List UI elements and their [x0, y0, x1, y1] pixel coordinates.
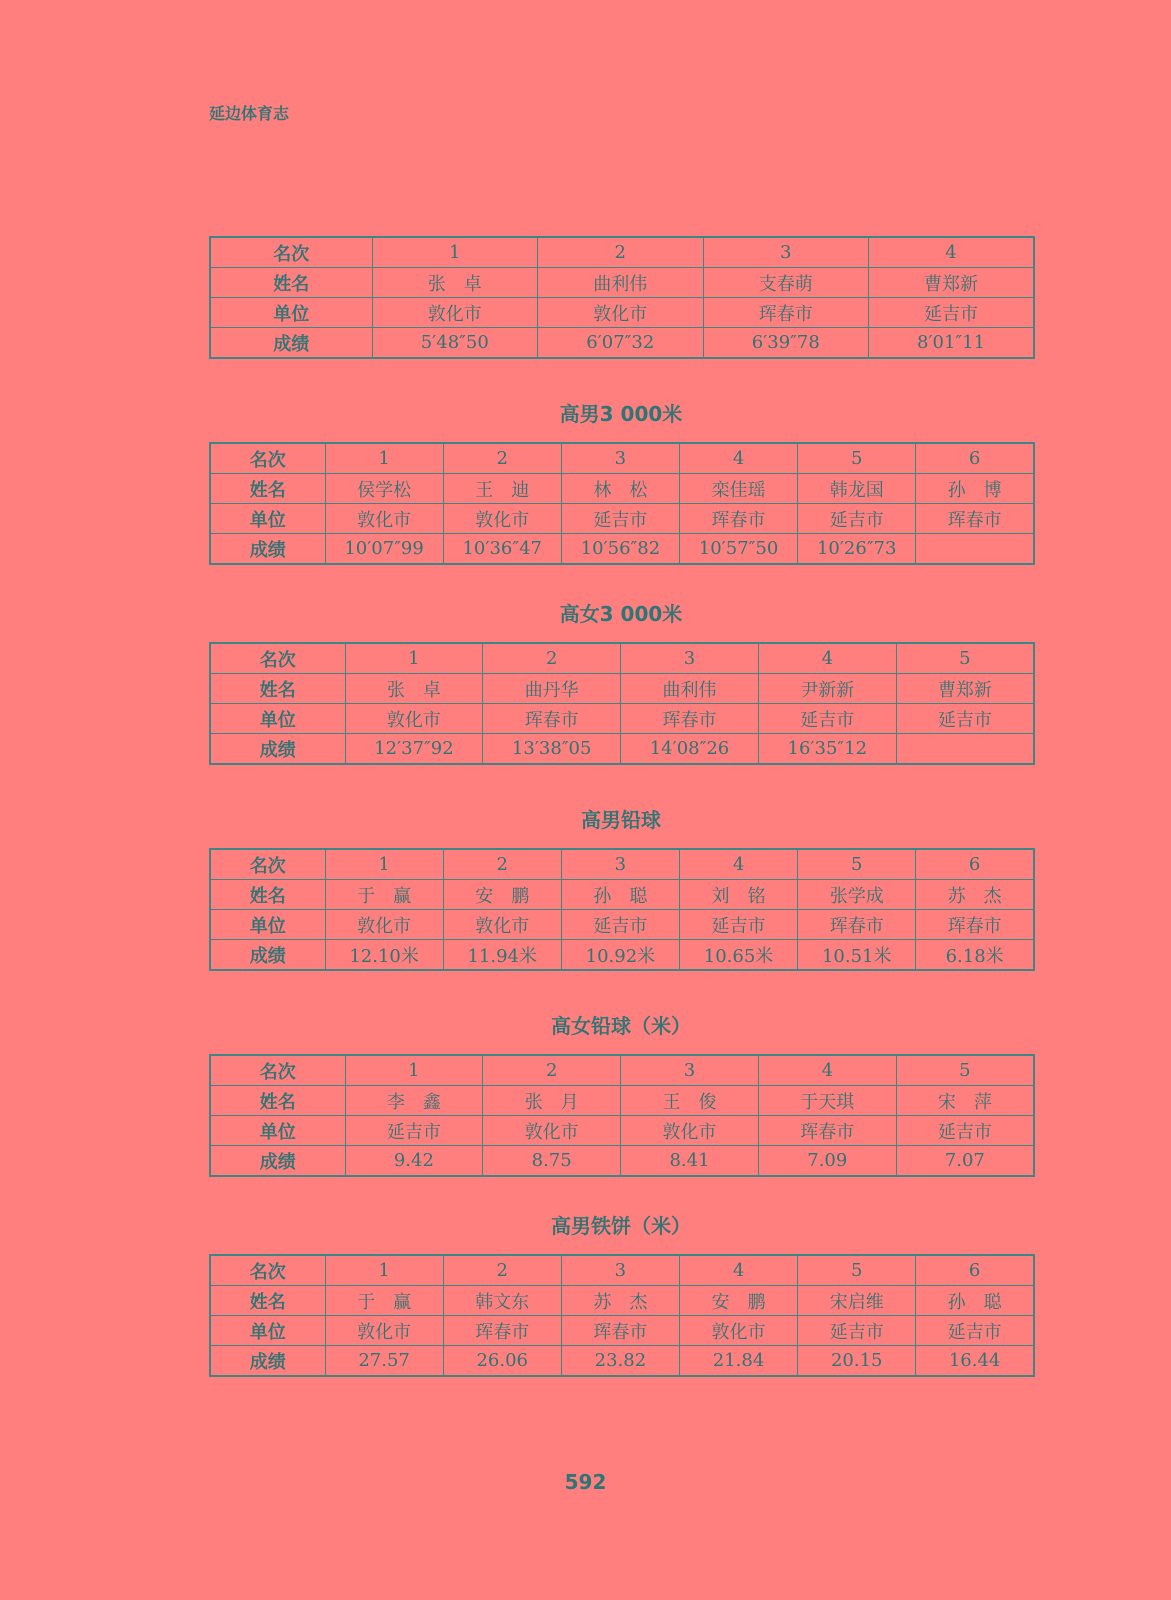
section-title: 高女铅球（米） [551, 1014, 691, 1038]
table-cell: 延吉市 [679, 910, 797, 940]
page-number: 592 [564, 1470, 607, 1494]
table-cell: 宋 萍 [896, 1086, 1034, 1116]
table-cell: 2 [538, 237, 704, 268]
row-header-cell: 单位 [210, 704, 345, 734]
unit-row [210, 704, 1034, 734]
table-cell: 延吉市 [758, 704, 896, 734]
results-table [209, 642, 1035, 765]
results-section [209, 402, 1033, 565]
table-cell: 3 [703, 237, 869, 268]
table-cell: 20.15 [798, 1346, 916, 1377]
name-row [210, 268, 1034, 298]
table-cell: 10.51米 [798, 940, 916, 971]
name-row [210, 674, 1034, 704]
table-cell: 延吉市 [869, 298, 1035, 328]
row-header-cell: 姓名 [210, 1086, 345, 1116]
table-cell: 10′07″99 [325, 534, 443, 565]
table-cell: 12′37″92 [345, 734, 483, 765]
table-cell: 12.10米 [325, 940, 443, 971]
table-cell [896, 734, 1034, 765]
table-cell: 曹郑新 [896, 674, 1034, 704]
result-row [210, 1146, 1034, 1177]
row-header-cell: 名次 [210, 443, 325, 474]
table-cell: 尹新新 [758, 674, 896, 704]
table-cell: 敦化市 [325, 504, 443, 534]
results-section [209, 236, 1033, 359]
name-row [210, 474, 1034, 504]
table-cell: 延吉市 [798, 1316, 916, 1346]
table-cell: 珲春市 [916, 910, 1034, 940]
table-cell: 栾佳瑶 [679, 474, 797, 504]
table-cell: 7.07 [896, 1146, 1034, 1177]
table-cell: 8.41 [621, 1146, 759, 1177]
results-table [209, 236, 1035, 359]
table-cell: 曲利伟 [538, 268, 704, 298]
name-row [210, 1086, 1034, 1116]
table-cell: 5 [798, 1255, 916, 1286]
table-cell: 10′26″73 [798, 534, 916, 565]
table-cell: 5′48″50 [372, 328, 538, 359]
table-cell: 孙 博 [916, 474, 1034, 504]
table-cell: 珲春市 [561, 1316, 679, 1346]
table-cell: 27.57 [325, 1346, 443, 1377]
section-title: 高女3 000米 [559, 602, 683, 626]
row-header-cell: 成绩 [210, 1346, 325, 1377]
table-cell: 于 赢 [325, 880, 443, 910]
table-cell: 珲春市 [621, 704, 759, 734]
table-cell: 延吉市 [561, 504, 679, 534]
table-cell: 26.06 [443, 1346, 561, 1377]
row-header-cell: 名次 [210, 237, 372, 268]
table-cell: 敦化市 [325, 1316, 443, 1346]
table-cell: 2 [443, 1255, 561, 1286]
table-cell: 张 卓 [372, 268, 538, 298]
table-cell: 6 [916, 849, 1034, 880]
table-cell: 于天琪 [758, 1086, 896, 1116]
row-header-cell: 成绩 [210, 328, 372, 359]
table-cell: 4 [679, 849, 797, 880]
table-cell: 敦化市 [538, 298, 704, 328]
table-cell: 3 [561, 849, 679, 880]
table-cell: 3 [621, 643, 759, 674]
table-cell: 9.42 [345, 1146, 483, 1177]
table-cell: 敦化市 [443, 504, 561, 534]
row-header-cell: 姓名 [210, 268, 372, 298]
section-title: 高男铅球 [581, 808, 661, 832]
table-cell: 张 卓 [345, 674, 483, 704]
table-cell: 6′39″78 [703, 328, 869, 359]
table-cell: 宋启维 [798, 1286, 916, 1316]
table-cell: 张 月 [483, 1086, 621, 1116]
table-cell: 曲丹华 [483, 674, 621, 704]
table-cell: 6′07″32 [538, 328, 704, 359]
table-cell: 4 [758, 1055, 896, 1086]
table-cell: 2 [443, 849, 561, 880]
table-cell: 5 [896, 1055, 1034, 1086]
table-cell: 曲利伟 [621, 674, 759, 704]
table-cell: 5 [896, 643, 1034, 674]
section-title: 高男3 000米 [559, 402, 683, 426]
row-header-cell: 成绩 [210, 534, 325, 565]
table-cell: 珲春市 [916, 504, 1034, 534]
table-cell: 8.75 [483, 1146, 621, 1177]
result-row [210, 1346, 1034, 1377]
table-cell: 安 鹏 [443, 880, 561, 910]
row-header-cell: 单位 [210, 504, 325, 534]
table-cell: 1 [372, 237, 538, 268]
results-table [209, 1054, 1035, 1177]
table-cell: 侯学松 [325, 474, 443, 504]
table-cell: 珲春市 [798, 910, 916, 940]
running-head: 延边体育志 [209, 104, 290, 123]
results-table [209, 1254, 1035, 1377]
row-header-cell: 姓名 [210, 880, 325, 910]
table-cell: 1 [345, 1055, 483, 1086]
table-cell: 6 [916, 443, 1034, 474]
row-header-cell: 名次 [210, 643, 345, 674]
result-row [210, 328, 1034, 359]
row-header-cell: 姓名 [210, 674, 345, 704]
unit-row [210, 1116, 1034, 1146]
rank-row [210, 1055, 1034, 1086]
table-cell: 5 [798, 849, 916, 880]
row-header-cell: 姓名 [210, 474, 325, 504]
table-cell: 张学成 [798, 880, 916, 910]
table-cell: 珲春市 [443, 1316, 561, 1346]
table-cell: 敦化市 [345, 704, 483, 734]
results-section [209, 602, 1033, 765]
table-cell: 10′36″47 [443, 534, 561, 565]
table-cell: 2 [443, 443, 561, 474]
row-header-cell: 名次 [210, 1255, 325, 1286]
row-header-cell: 单位 [210, 298, 372, 328]
table-cell: 6 [916, 1255, 1034, 1286]
table-cell: 延吉市 [916, 1316, 1034, 1346]
table-cell: 刘 铭 [679, 880, 797, 910]
results-section [209, 1014, 1033, 1177]
table-cell: 珲春市 [758, 1116, 896, 1146]
rank-row [210, 849, 1034, 880]
table-cell: 苏 杰 [561, 1286, 679, 1316]
table-cell: 敦化市 [621, 1116, 759, 1146]
rank-row [210, 443, 1034, 474]
table-cell: 1 [325, 849, 443, 880]
table-cell: 3 [561, 1255, 679, 1286]
row-header-cell: 姓名 [210, 1286, 325, 1316]
table-cell: 曹郑新 [869, 268, 1035, 298]
table-cell: 16.44 [916, 1346, 1034, 1377]
table-cell: 韩龙国 [798, 474, 916, 504]
table-cell: 支春萌 [703, 268, 869, 298]
table-cell: 敦化市 [679, 1316, 797, 1346]
table-cell: 13′38″05 [483, 734, 621, 765]
table-cell: 安 鹏 [679, 1286, 797, 1316]
rank-row [210, 237, 1034, 268]
result-row [210, 940, 1034, 971]
results-section [209, 808, 1033, 971]
row-header-cell: 成绩 [210, 940, 325, 971]
table-cell: 1 [325, 1255, 443, 1286]
table-cell: 延吉市 [561, 910, 679, 940]
row-header-cell: 名次 [210, 849, 325, 880]
row-header-cell: 单位 [210, 910, 325, 940]
rank-row [210, 643, 1034, 674]
table-cell: 10′56″82 [561, 534, 679, 565]
row-header-cell: 成绩 [210, 734, 345, 765]
table-cell: 延吉市 [798, 504, 916, 534]
table-cell: 4 [679, 1255, 797, 1286]
table-cell: 王 迪 [443, 474, 561, 504]
row-header-cell: 单位 [210, 1316, 325, 1346]
table-cell: 4 [679, 443, 797, 474]
table-cell: 4 [758, 643, 896, 674]
table-cell: 8′01″11 [869, 328, 1035, 359]
table-cell: 10.92米 [561, 940, 679, 971]
table-cell: 孙 聪 [561, 880, 679, 910]
unit-row [210, 504, 1034, 534]
table-cell: 敦化市 [325, 910, 443, 940]
table-cell: 延吉市 [896, 704, 1034, 734]
table-cell: 16′35″12 [758, 734, 896, 765]
table-cell: 李 鑫 [345, 1086, 483, 1116]
table-cell: 珲春市 [679, 504, 797, 534]
result-row [210, 534, 1034, 565]
table-cell: 敦化市 [483, 1116, 621, 1146]
name-row [210, 880, 1034, 910]
result-row [210, 734, 1034, 765]
row-header-cell: 名次 [210, 1055, 345, 1086]
table-cell: 10′57″50 [679, 534, 797, 565]
table-cell: 王 俊 [621, 1086, 759, 1116]
rank-row [210, 1255, 1034, 1286]
table-cell: 1 [325, 443, 443, 474]
table-cell: 14′08″26 [621, 734, 759, 765]
table-cell: 23.82 [561, 1346, 679, 1377]
table-cell: 6.18米 [916, 940, 1034, 971]
section-title: 高男铁饼（米） [551, 1214, 691, 1238]
table-cell: 11.94米 [443, 940, 561, 971]
table-cell: 2 [483, 1055, 621, 1086]
table-cell: 孙 聪 [916, 1286, 1034, 1316]
unit-row [210, 1316, 1034, 1346]
table-cell: 10.65米 [679, 940, 797, 971]
table-cell: 韩文东 [443, 1286, 561, 1316]
table-cell: 苏 杰 [916, 880, 1034, 910]
table-cell: 7.09 [758, 1146, 896, 1177]
table-cell: 2 [483, 643, 621, 674]
table-cell: 4 [869, 237, 1035, 268]
name-row [210, 1286, 1034, 1316]
table-cell: 1 [345, 643, 483, 674]
unit-row [210, 910, 1034, 940]
table-cell: 敦化市 [372, 298, 538, 328]
table-cell: 敦化市 [443, 910, 561, 940]
table-cell: 林 松 [561, 474, 679, 504]
table-cell: 5 [798, 443, 916, 474]
row-header-cell: 成绩 [210, 1146, 345, 1177]
table-cell: 3 [561, 443, 679, 474]
table-cell: 21.84 [679, 1346, 797, 1377]
table-cell: 延吉市 [345, 1116, 483, 1146]
results-table [209, 442, 1035, 565]
table-cell: 珲春市 [483, 704, 621, 734]
row-header-cell: 单位 [210, 1116, 345, 1146]
table-cell [916, 534, 1034, 565]
results-table [209, 848, 1035, 971]
table-cell: 于 赢 [325, 1286, 443, 1316]
table-cell: 延吉市 [896, 1116, 1034, 1146]
unit-row [210, 298, 1034, 328]
table-cell: 3 [621, 1055, 759, 1086]
results-section [209, 1214, 1033, 1377]
table-cell: 珲春市 [703, 298, 869, 328]
